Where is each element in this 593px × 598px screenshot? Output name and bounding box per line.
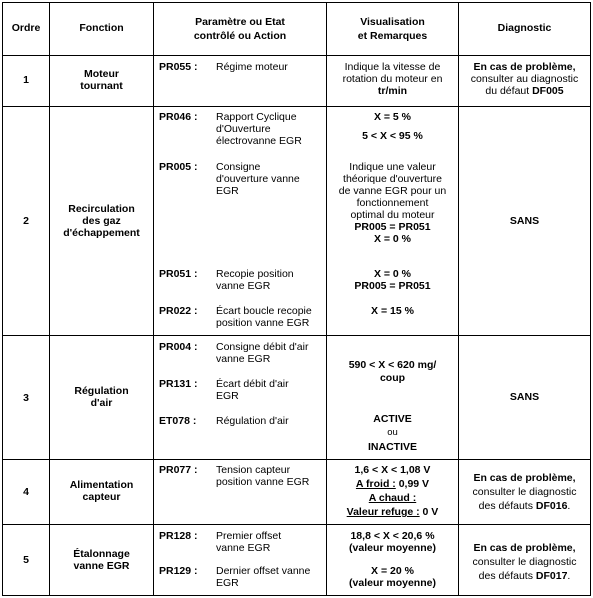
param-label: électrovanne EGR: [216, 135, 302, 147]
visu-text: coup: [379, 372, 406, 384]
visu-text: Valeur refuge :: [346, 506, 420, 518]
visu-text: de vanne EGR pour un: [338, 185, 447, 197]
param-code: ET078 :: [159, 415, 197, 427]
visu-text: X = 5 %: [373, 111, 412, 123]
visu-text: 0 V: [419, 506, 439, 518]
param-code: PR022 :: [159, 305, 198, 317]
row-divider: [2, 459, 591, 460]
param-label: Consigne débit d'air: [216, 341, 309, 353]
table-border-left: [2, 2, 3, 596]
header-visualisation: Visualisation: [360, 16, 425, 28]
row-ordre: 3: [23, 392, 29, 404]
visu-text: 18,8 < X < 20,6 %: [350, 530, 435, 542]
param-label: Rapport Cyclique: [216, 111, 297, 123]
header-parametre: Paramètre ou Etat: [195, 16, 285, 28]
visu-text: 1,6 < X < 1,08 V: [354, 464, 431, 476]
diag-text: consulter au diagnostic: [470, 73, 579, 85]
row-divider: [2, 55, 591, 56]
header-fonction: Fonction: [79, 22, 124, 34]
diag-text: SANS: [509, 391, 540, 403]
visu-text: 590 < X < 620 mg/: [348, 359, 437, 371]
row-fonction: Régulation: [74, 385, 129, 397]
visu-text: 0,99 V: [395, 478, 430, 490]
param-label: Régime moteur: [216, 61, 288, 73]
param-code: PR128 :: [159, 530, 198, 542]
visu-text: ACTIVE: [373, 413, 412, 425]
param-code: PR131 :: [159, 378, 198, 390]
visu-text: X = 20 %: [371, 565, 414, 577]
visu-text: X = 0 %: [373, 233, 412, 245]
visu-text: 5 < X < 95 %: [362, 130, 423, 142]
diag-text: consulter le diagnostic: [472, 486, 577, 498]
param-code: PR051 :: [159, 268, 198, 280]
header-parametre: contrôlé ou Action: [193, 30, 287, 42]
param-label: EGR: [216, 390, 239, 402]
table-border-right: [590, 2, 591, 596]
param-label: vanne EGR: [216, 280, 271, 292]
diag-text: .: [567, 570, 571, 582]
diag-text: En cas de problème,: [473, 61, 576, 73]
visu-text: rotation du moteur en: [342, 73, 443, 85]
param-code: PR046 :: [159, 111, 198, 123]
table-border-top: [2, 2, 591, 3]
param-label: vanne EGR: [216, 542, 271, 554]
header-visualisation: et Remarques: [357, 30, 428, 42]
diag-text: consulter le diagnostic: [472, 556, 577, 568]
param-label: vanne EGR: [216, 353, 271, 365]
diag-text: En cas de problème,: [473, 542, 576, 554]
diag-text: des défauts: [478, 570, 536, 582]
row-ordre: 5: [23, 554, 29, 566]
visu-text: (valeur moyenne): [349, 577, 436, 589]
visu-text: (valeur moyenne): [349, 542, 436, 554]
row-ordre: 1: [23, 74, 29, 86]
visu-text: INACTIVE: [367, 441, 417, 453]
visu-text: A froid :: [355, 478, 396, 490]
header-ordre: Ordre: [11, 22, 41, 34]
visu-text: tr/min: [377, 85, 408, 97]
row-fonction: vanne EGR: [73, 560, 130, 572]
param-label: d'Ouverture: [216, 123, 271, 135]
visu-text: [327, 506, 458, 518]
header-diagnostic: Diagnostic: [497, 22, 552, 34]
visu-text: ou: [387, 427, 398, 438]
row-ordre: 2: [23, 215, 29, 227]
row-divider: [2, 335, 591, 336]
param-label: EGR: [216, 577, 239, 589]
param-label: position vanne EGR: [216, 317, 310, 329]
param-label: d'ouverture vanne: [216, 173, 300, 185]
param-label: Écart débit d'air: [216, 378, 289, 390]
diag-text: En cas de problème,: [473, 472, 576, 484]
param-label: Recopie position: [216, 268, 294, 280]
param-label: position vanne EGR: [216, 476, 310, 488]
row-fonction: d'échappement: [63, 227, 140, 239]
row-fonction: Alimentation: [69, 479, 134, 491]
param-label: Premier offset: [216, 530, 282, 542]
row-fonction: d'air: [90, 397, 113, 409]
diag-code: DF005: [532, 85, 564, 97]
row-divider: [2, 106, 591, 107]
param-label: Tension capteur: [216, 464, 291, 476]
param-label: Écart boucle recopie: [216, 305, 312, 317]
table-border-bottom: [2, 595, 591, 596]
visu-text: X = 15 %: [371, 305, 414, 317]
diag-text: [459, 570, 590, 582]
param-code: PR005 :: [159, 161, 198, 173]
row-divider: [2, 524, 591, 525]
diag-text: du défaut: [485, 85, 533, 97]
diagnostic-table: [2, 2, 591, 596]
row-fonction: des gaz: [82, 215, 121, 227]
visu-text: PR005 = PR051: [354, 280, 431, 292]
diag-text: SANS: [509, 215, 540, 227]
row-fonction: capteur: [82, 491, 121, 503]
diag-text: [459, 500, 590, 512]
param-label: Dernier offset vanne: [216, 565, 311, 577]
row-fonction: tournant: [80, 80, 123, 92]
visu-text: PR005 = PR051: [354, 221, 431, 233]
diag-code: DF017: [535, 570, 568, 582]
column-divider: [153, 2, 154, 596]
visu-text: théorique d'ouverture: [343, 173, 442, 185]
param-code: PR055 :: [159, 61, 198, 73]
row-fonction: Recirculation: [68, 203, 135, 215]
row-ordre: 4: [23, 486, 29, 498]
visu-text: A chaud :: [368, 492, 417, 504]
diag-code: DF016: [535, 500, 568, 512]
visu-text: Indique une valeur: [349, 161, 436, 173]
visu-text: [327, 478, 458, 490]
row-fonction: Étalonnage: [73, 548, 130, 560]
param-label: Consigne: [216, 161, 261, 173]
visu-text: Indique la vitesse de: [344, 61, 441, 73]
param-code: PR077 :: [159, 464, 198, 476]
param-label: Régulation d'air: [216, 415, 289, 427]
row-fonction: Moteur: [84, 68, 119, 80]
diag-text: [459, 85, 590, 97]
visu-text: X = 0 %: [373, 268, 412, 280]
param-code: PR004 :: [159, 341, 198, 353]
visu-text: fonctionnement: [356, 197, 429, 209]
diag-text: .: [567, 500, 571, 512]
diag-text: des défauts: [478, 500, 536, 512]
param-label: EGR: [216, 185, 239, 197]
param-code: PR129 :: [159, 565, 198, 577]
visu-text: optimal du moteur: [350, 209, 435, 221]
